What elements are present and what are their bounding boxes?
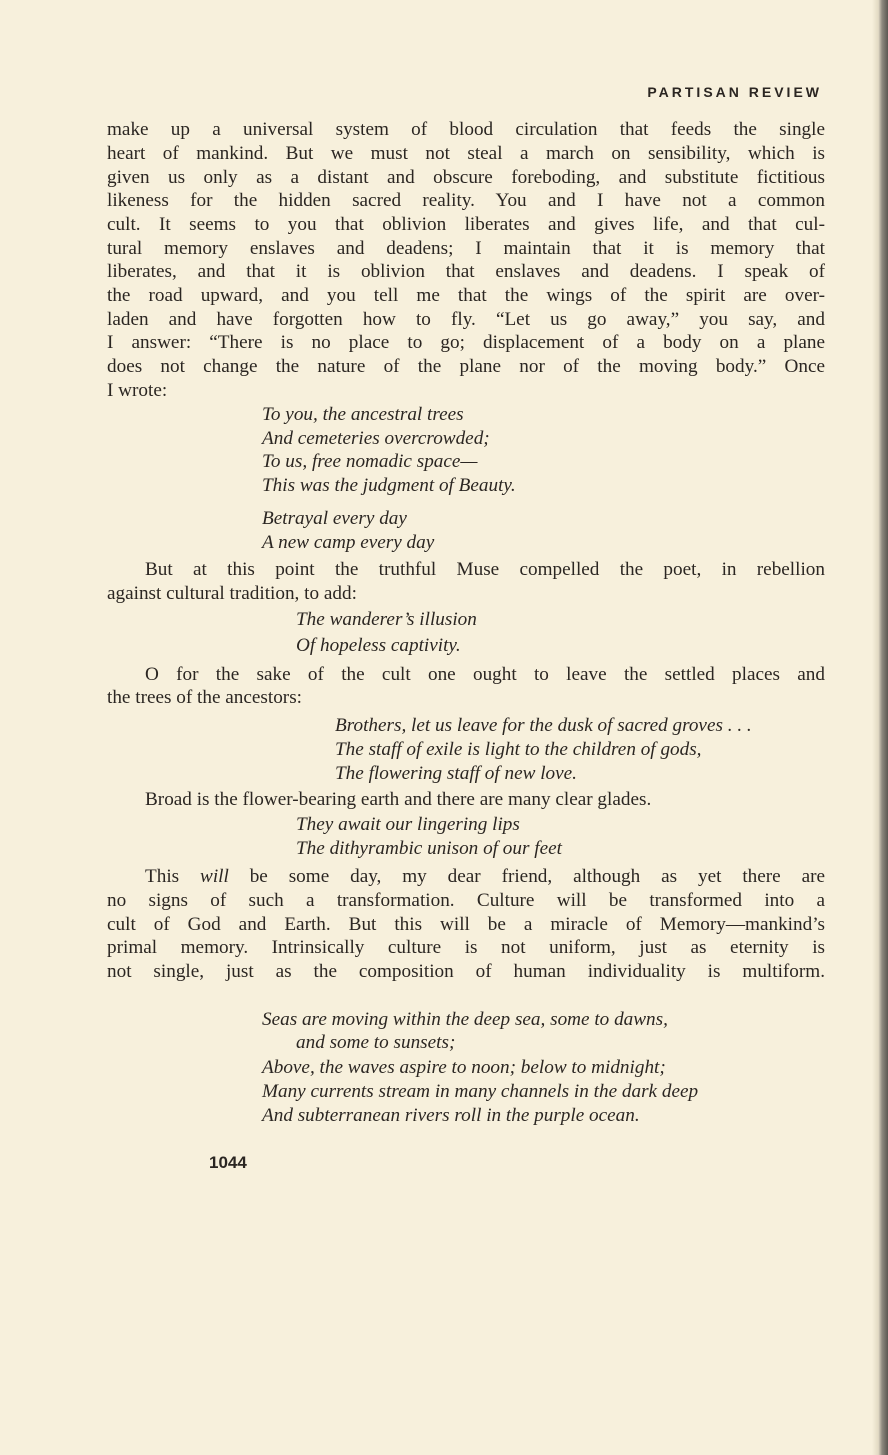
- running-title: PARTISAN REVIEW: [647, 84, 822, 100]
- prose-line: primal memory. Intrinsically culture is not uniform, just as eternity is: [107, 937, 825, 958]
- verse-line: And subterranean rivers roll in the purple ocean.: [262, 1105, 640, 1126]
- verse-line: Betrayal every day: [262, 508, 407, 529]
- verse-line: The staff of exile is light to the children of gods,: [335, 739, 702, 760]
- prose-line: given us only as a distant and obscure foreboding, and substitute fictitious: [107, 167, 825, 188]
- verse-line: To us, free nomadic space—: [262, 451, 478, 472]
- prose-line: [145, 865, 825, 889]
- verse-line: And cemeteries overcrowded;: [262, 428, 490, 449]
- verse-line: Seas are moving within the deep sea, some to dawns,: [262, 1009, 668, 1030]
- prose-line: likeness for the hidden sacred reality. You and I have not a common: [107, 190, 825, 211]
- verse-line: The dithyrambic unison of our feet: [296, 838, 562, 859]
- prose-line: liberates, and that it is oblivion that enslaves and deadens. I speak of: [107, 261, 825, 282]
- verse-line: This was the judgment of Beauty.: [262, 475, 516, 496]
- prose-line: tural memory enslaves and deadens; I maintain that it is memory that: [107, 238, 825, 259]
- verse-line: They await our lingering lips: [296, 814, 520, 835]
- prose-line: make up a universal system of blood circulation that feeds the single: [107, 119, 825, 140]
- page-edge: [878, 0, 888, 1455]
- prose-line: does not change the nature of the plane nor of the moving body.” Once: [107, 356, 825, 377]
- verse-line: Of hopeless captivity.: [296, 635, 461, 656]
- prose-line: But at this point the truthful Muse compelled the poet, in rebellion: [145, 559, 825, 580]
- prose-line: cult. It seems to you that oblivion liberates and gives life, and that cul-: [107, 214, 825, 235]
- verse-line: The flowering staff of new love.: [335, 763, 577, 784]
- prose-line: laden and have forgotten how to fly. “Let us go away,” you say, and: [107, 309, 825, 330]
- prose-line: the trees of the ancestors:: [107, 687, 302, 708]
- prose-line: I wrote:: [107, 380, 168, 401]
- verse-line: and some to sunsets;: [296, 1032, 456, 1053]
- prose-line: cult of God and Earth. But this will be a miracle of Memory—mankind’s: [107, 914, 825, 935]
- verse-line: Brothers, let us leave for the dusk of sacred groves . . .: [335, 715, 752, 736]
- verse-line: To you, the ancestral trees: [262, 404, 464, 425]
- text-segment: This: [145, 866, 201, 887]
- verse-line: The wanderer’s illusion: [296, 609, 477, 630]
- prose-line: heart of mankind. But we must not steal a march on sensibility, which is: [107, 143, 825, 164]
- prose-line: no signs of such a transformation. Culture will be transformed into a: [107, 890, 825, 911]
- prose-line: against cultural tradition, to add:: [107, 583, 357, 604]
- prose-line: O for the sake of the cult one ought to leave the settled places and: [145, 664, 825, 685]
- verse-line: A new camp every day: [262, 532, 435, 553]
- verse-line: Many currents stream in many channels in the dark deep: [262, 1081, 699, 1102]
- prose-line: not single, just as the composition of human individuality is multiform.: [107, 961, 825, 982]
- prose-line: the road upward, and you tell me that the wings of the spirit are over-: [107, 285, 825, 306]
- verse-line: Above, the waves aspire to noon; below to midnight;: [262, 1057, 666, 1078]
- text-segment: be some day, my dear friend, although as yet there are: [228, 866, 825, 887]
- page-number: 1044: [209, 1153, 247, 1172]
- prose-line: Broad is the flower-bearing earth and there are many clear glades.: [145, 789, 652, 810]
- emphasized-word: will: [200, 866, 229, 887]
- prose-line: I answer: “There is no place to go; displacement of a body on a plane: [107, 332, 825, 353]
